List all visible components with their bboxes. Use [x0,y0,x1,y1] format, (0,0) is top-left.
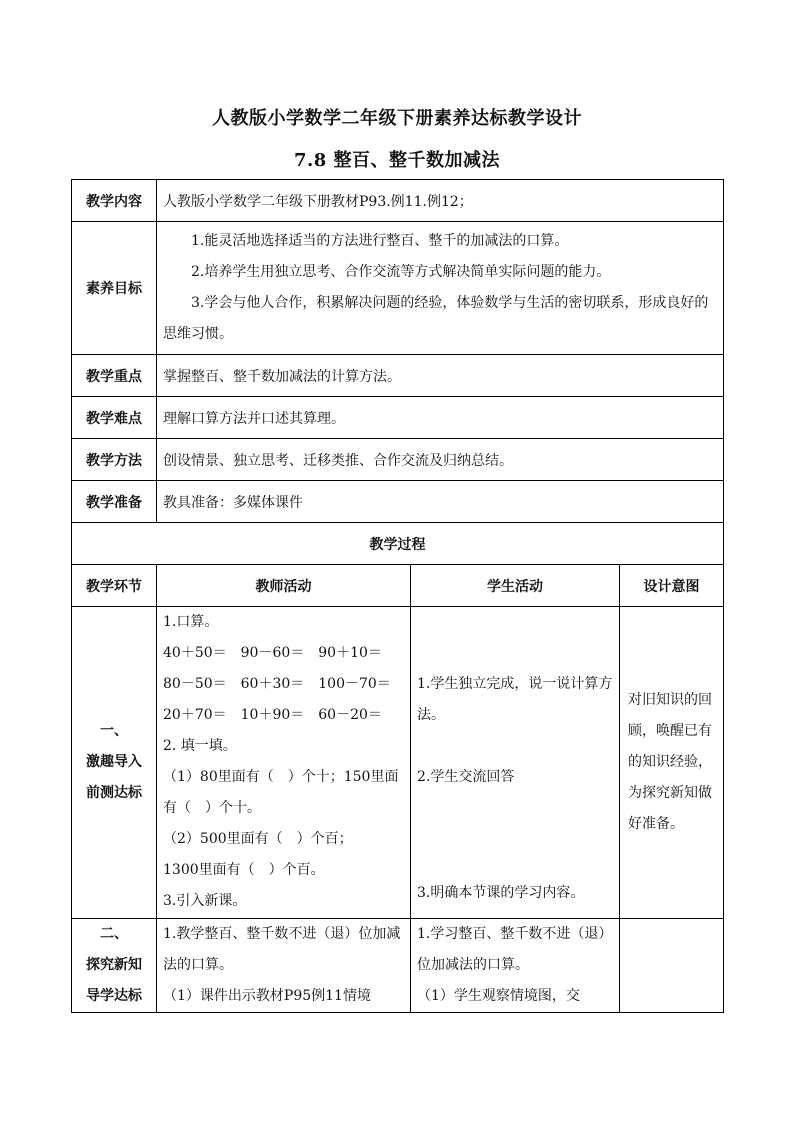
student-line: 1.学习整百、整千数不进（退）位加减法的口算。 [417,926,613,973]
stage-cell [72,607,157,919]
value-content: 人教版小学数学二年级下册教材P93.例11.例12； [157,180,724,222]
design-intent-cell: 对旧知识的回顾，唤醒已有的知识经验，为探究新知做好准备。 [620,607,724,919]
label-preparation: 教学准备 [72,481,157,523]
label-goals: 素养目标 [72,222,157,355]
value-difficulty: 理解口算方法并口述其算理。 [157,397,724,439]
row-content [72,180,724,222]
lesson-subtitle: 7.8 整百、整千数加减法 [293,150,501,171]
teacher-line: 20＋70＝ 10＋90＝ 60－20＝ [163,707,382,723]
student-activity-cell [411,607,620,919]
stage-line: 二、 [100,926,128,942]
teacher-line: 80－50＝ 60＋30＝ 100－70＝ [163,676,391,692]
teacher-line: 3.引入新课。 [163,893,247,909]
value-preparation: 教具准备：多媒体课件 [157,481,724,523]
teacher-line: （2）500里面有（ ）个百； [163,831,353,847]
row-method [72,439,724,481]
row-process-title [72,523,724,565]
teacher-line: （1）课件出示教材P95例11情境 [163,988,371,1004]
goals-list [157,222,724,355]
lesson-plan-table [71,179,724,1013]
label-difficulty: 教学难点 [72,397,157,439]
goal-item: 1.能灵活地选择适当的方法进行整百、整千的加减法的口算。 [191,233,569,249]
column-header: 教学环节 [72,565,157,607]
teacher-line: 2. 填一填。 [163,738,237,754]
value-key-point: 掌握整百、整千数加减法的计算方法。 [157,355,724,397]
teacher-activity-cell [157,607,411,919]
student-line: （1）学生观察情境图，交 [417,988,580,1004]
teacher-activity-cell [157,919,411,1013]
stage-line: 激趣导入 [86,754,142,770]
process-row [72,607,724,919]
row-goals [72,222,724,355]
design-intent-cell [620,919,724,1013]
student-line: 2.学生交流回答 [417,769,515,785]
row-preparation [72,481,724,523]
row-key-point [72,355,724,397]
column-header: 教师活动 [157,565,411,607]
teacher-line: 1300里面有（ ）个百。 [163,862,325,878]
goal-item: 3.学会与他人合作，积累解决问题的经验，体验数学与生活的密切联系，形成良好的思维习惯。 [163,295,709,342]
row-difficulty [72,397,724,439]
stage-line: 前测达标 [86,785,142,801]
stage-line: 一、 [100,723,128,739]
goal-item: 2.培养学生用独立思考、合作交流等方式解决简单实际问题的能力。 [191,264,611,280]
column-header: 设计意图 [620,565,724,607]
teacher-line: 1.口算。 [163,614,219,630]
teacher-line: 1.教学整百、整千数不进（退）位加减法的口算。 [163,926,401,973]
stage-line: 导学达标 [86,988,142,1004]
label-content: 教学内容 [72,180,157,222]
process-row [72,919,724,1013]
value-method: 创设情景、独立思考、迁移类推、合作交流及归纳总结。 [157,439,724,481]
student-line: 1.学生独立完成，说一说计算方法。 [417,676,613,723]
process-title: 教学过程 [72,523,724,565]
column-header: 学生活动 [411,565,620,607]
student-line: 3.明确本节课的学习内容。 [417,885,585,901]
label-method: 教学方法 [72,439,157,481]
stage-cell [72,919,157,1013]
teacher-line: （1）80里面有（ ）个十；150里面有（ ）个十。 [163,769,399,816]
teacher-line: 40＋50＝ 90－60＝ 90＋10＝ [163,645,382,661]
stage-line: 探究新知 [86,957,142,973]
document-title: 人教版小学数学二年级下册素养达标教学设计 [212,108,582,129]
student-activity-cell [411,919,620,1013]
label-key-point: 教学重点 [72,355,157,397]
row-process-header [72,565,724,607]
